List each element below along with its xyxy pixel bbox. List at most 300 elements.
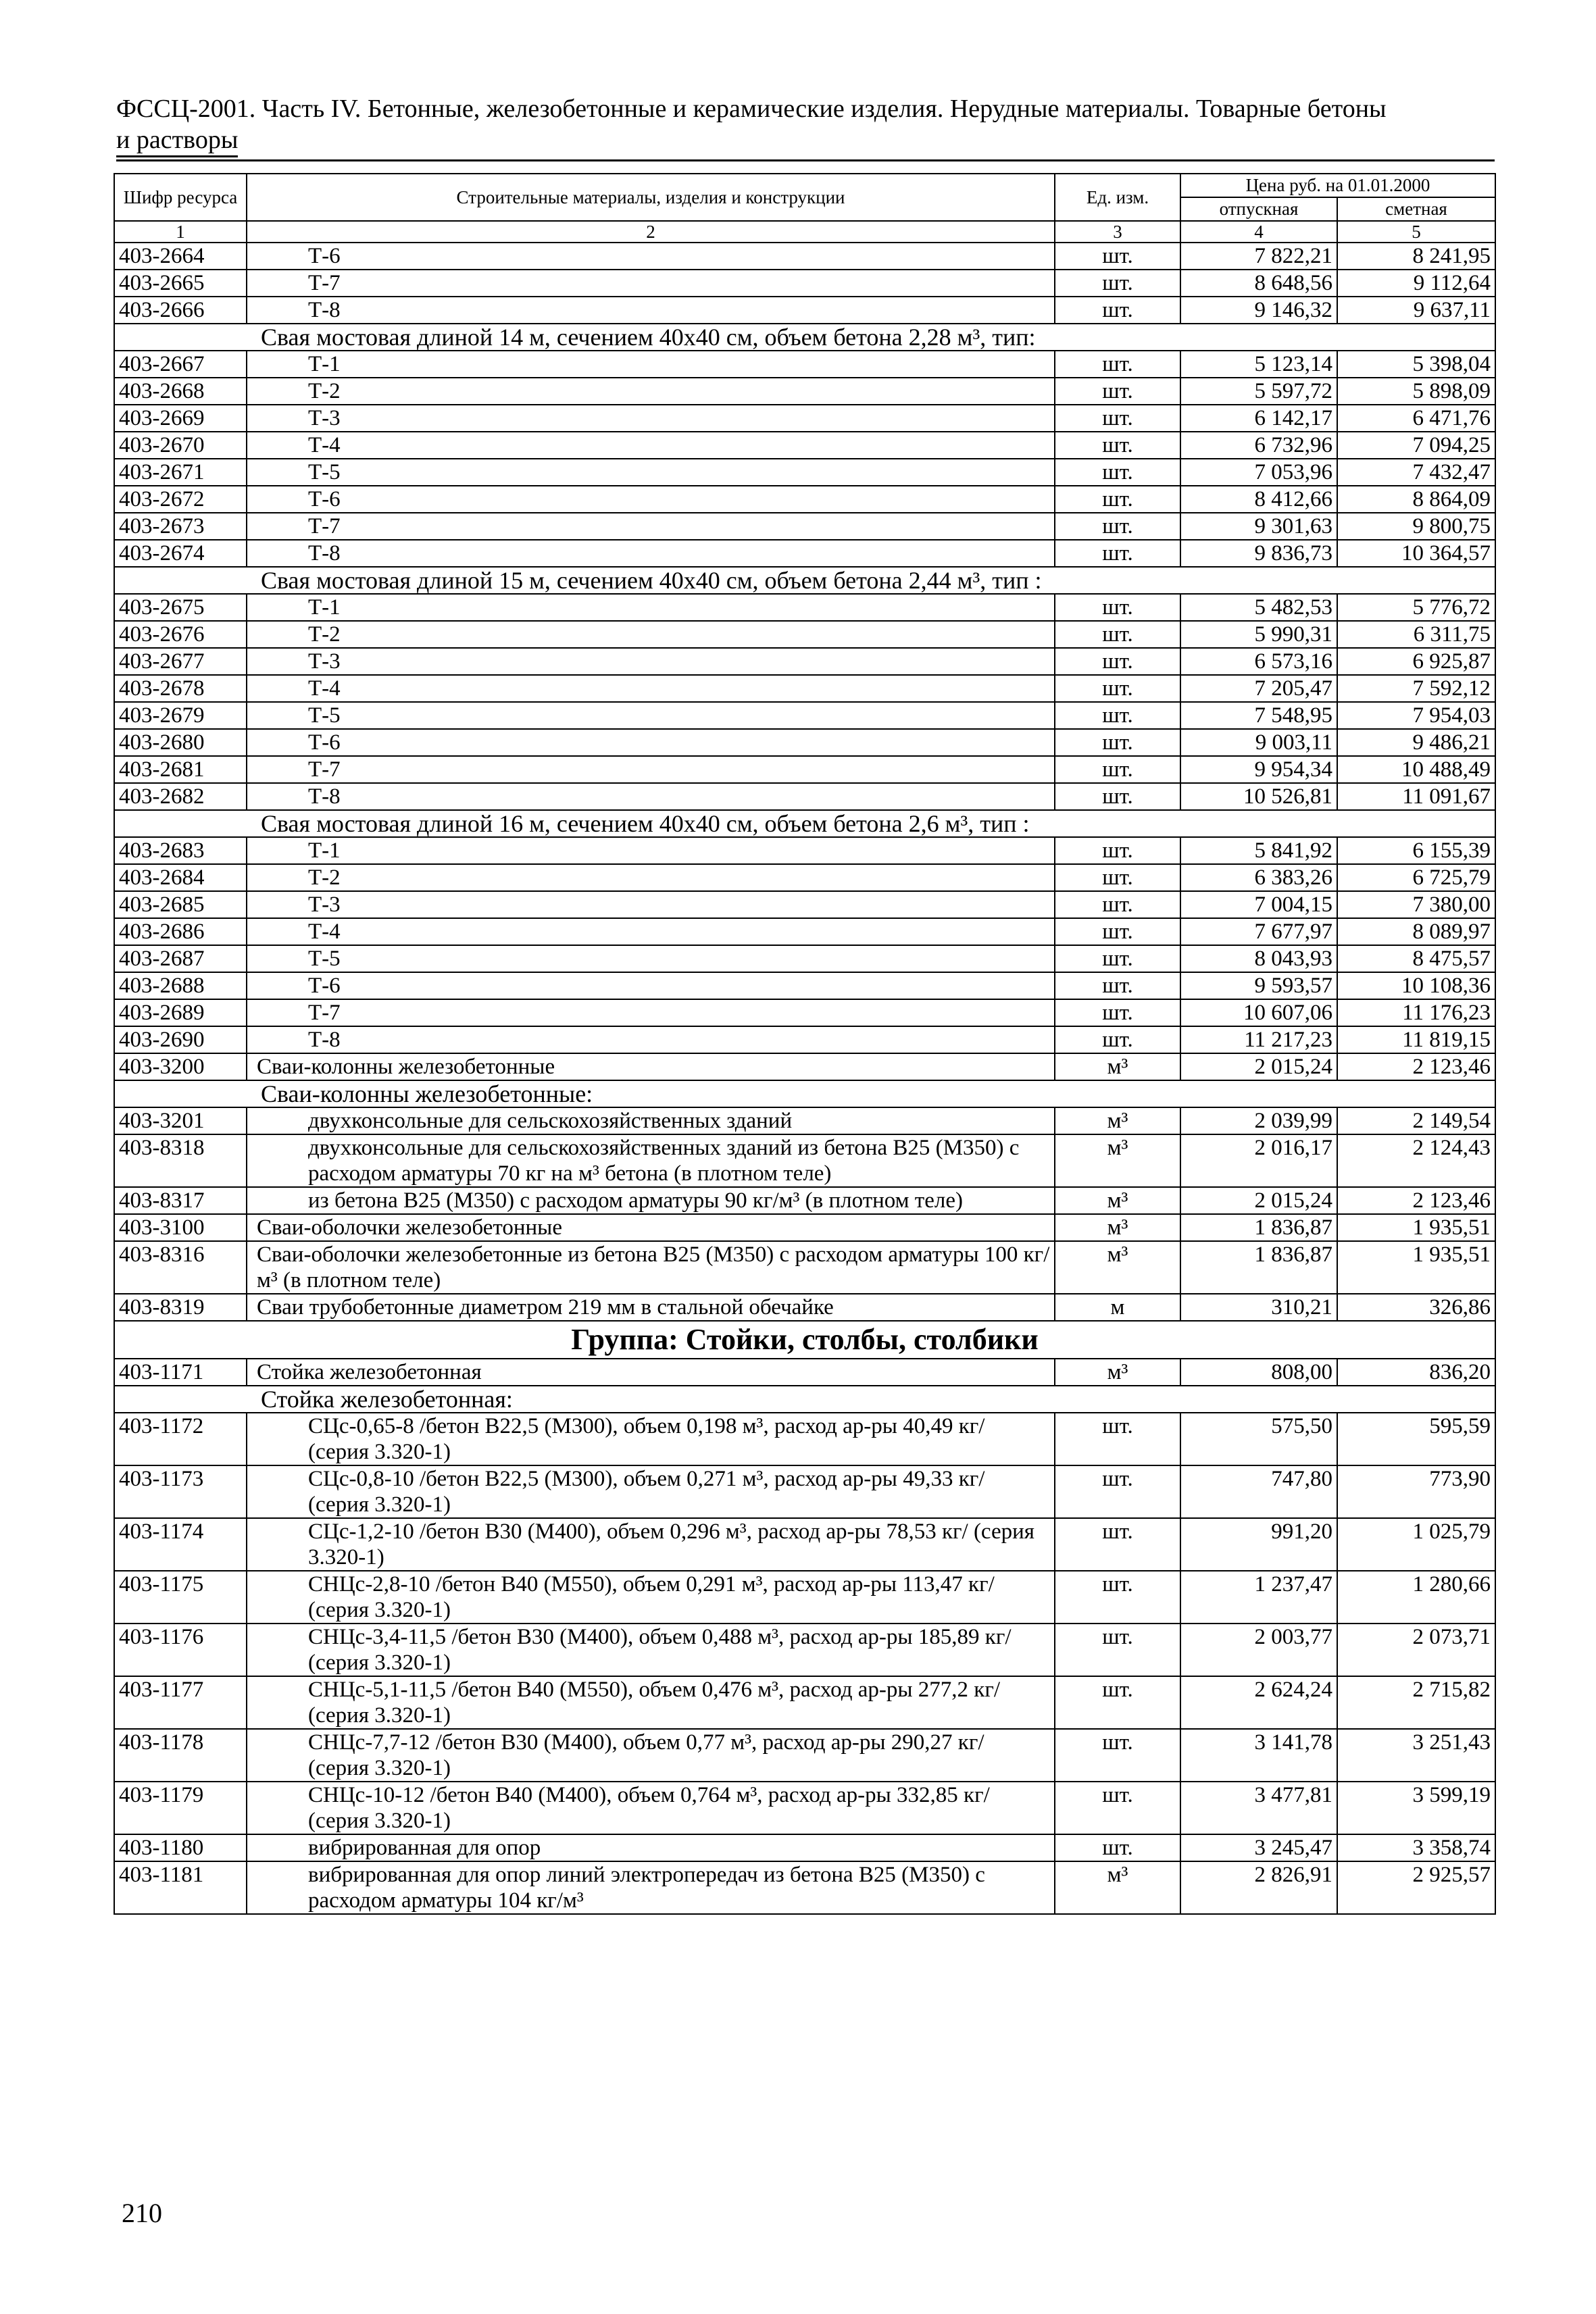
table-row (114, 1518, 1495, 1571)
release-price: 5 482,53 (1180, 594, 1337, 621)
table-row (114, 891, 1495, 918)
estimate-price: 2 124,43 (1337, 1134, 1495, 1187)
unit-cell: шт. (1055, 486, 1180, 513)
release-price: 6 573,16 (1180, 648, 1337, 675)
estimate-price: 8 475,57 (1337, 945, 1495, 972)
release-price: 1 836,87 (1180, 1241, 1337, 1294)
item-name: из бетона В25 (М350) с расходом арматуры 90 кг/м³ (в плотном теле) (247, 1187, 1055, 1214)
table-row (114, 594, 1495, 621)
estimate-price: 326,86 (1337, 1294, 1495, 1321)
estimate-price: 10 488,49 (1337, 756, 1495, 783)
estimate-price: 11 176,23 (1337, 999, 1495, 1026)
resource-code: 403-3100 (114, 1214, 247, 1241)
resource-code: 403-2676 (114, 621, 247, 648)
section-heading-row (114, 1386, 1495, 1413)
release-price: 9 146,32 (1180, 297, 1337, 324)
item-name: Т-2 (247, 621, 1055, 648)
section-heading-row (114, 567, 1495, 594)
estimate-price: 7 432,47 (1337, 459, 1495, 486)
table-row (114, 999, 1495, 1026)
table-row (114, 1359, 1495, 1386)
item-name: Т-7 (247, 756, 1055, 783)
header-line-2: и растворы (116, 124, 238, 157)
unit-cell: шт. (1055, 1026, 1180, 1053)
release-price: 5 990,31 (1180, 621, 1337, 648)
estimate-price: 10 364,57 (1337, 540, 1495, 567)
release-price: 7 004,15 (1180, 891, 1337, 918)
table-row (114, 351, 1495, 378)
release-price: 7 677,97 (1180, 918, 1337, 945)
resource-code: 403-2675 (114, 594, 247, 621)
release-price: 2 016,17 (1180, 1134, 1337, 1187)
estimate-price: 6 925,87 (1337, 648, 1495, 675)
release-price: 7 548,95 (1180, 702, 1337, 729)
section-heading-row (114, 1080, 1495, 1107)
table-row (114, 1861, 1495, 1914)
unit-cell: шт. (1055, 945, 1180, 972)
resource-code: 403-2686 (114, 918, 247, 945)
release-price: 6 732,96 (1180, 432, 1337, 459)
unit-cell: м (1055, 1294, 1180, 1321)
table-row (114, 702, 1495, 729)
estimate-price: 595,59 (1337, 1413, 1495, 1465)
estimate-price: 6 471,76 (1337, 405, 1495, 432)
table-row (114, 729, 1495, 756)
table-row (114, 864, 1495, 891)
col-number: 2 (247, 221, 1055, 243)
table-row (114, 432, 1495, 459)
resource-code: 403-1175 (114, 1571, 247, 1624)
unit-cell: шт. (1055, 756, 1180, 783)
table-row (114, 1134, 1495, 1187)
release-price: 3 141,78 (1180, 1729, 1337, 1782)
resource-code: 403-8318 (114, 1134, 247, 1187)
unit-cell: шт. (1055, 432, 1180, 459)
resource-code: 403-2669 (114, 405, 247, 432)
item-name: СЦс-1,2-10 /бетон В30 (М400), объем 0,296 м³, расход ар-ры 78,53 кг/ (серия 3.320-1) (247, 1518, 1055, 1571)
estimate-price: 2 123,46 (1337, 1187, 1495, 1214)
estimate-price: 7 094,25 (1337, 432, 1495, 459)
table-row (114, 1834, 1495, 1861)
table-body (114, 243, 1495, 1914)
group-heading-row (114, 1321, 1495, 1359)
table-row (114, 513, 1495, 540)
col-number: 4 (1180, 221, 1337, 243)
item-name: Т-6 (247, 243, 1055, 270)
item-name: двухконсольные для сельскохозяйственных зданий (247, 1107, 1055, 1134)
section-heading: Свая мостовая длиной 16 м, сечением 40х40 см, объем бетона 2,6 м³, тип : (114, 810, 1495, 837)
resource-code: 403-8319 (114, 1294, 247, 1321)
section-heading: Свая мостовая длиной 15 м, сечением 40х40 см, объем бетона 2,44 м³, тип : (114, 567, 1495, 594)
release-price: 6 142,17 (1180, 405, 1337, 432)
unit-cell: шт. (1055, 459, 1180, 486)
resource-code: 403-2681 (114, 756, 247, 783)
table-row (114, 756, 1495, 783)
resource-code: 403-1174 (114, 1518, 247, 1571)
release-price: 747,80 (1180, 1465, 1337, 1518)
item-name: Т-6 (247, 729, 1055, 756)
column-number-row (114, 221, 1495, 243)
table-row (114, 1782, 1495, 1834)
estimate-price: 6 311,75 (1337, 621, 1495, 648)
release-price: 2 003,77 (1180, 1624, 1337, 1676)
unit-cell: шт. (1055, 837, 1180, 864)
unit-cell: м³ (1055, 1134, 1180, 1187)
estimate-price: 10 108,36 (1337, 972, 1495, 999)
item-name: СЦс-0,8-10 /бетон В22,5 (М300), объем 0,271 м³, расход ар-ры 49,33 кг/ (серия 3.320-1) (247, 1465, 1055, 1518)
resource-code: 403-2677 (114, 648, 247, 675)
item-name: СНЦс-7,7-12 /бетон В30 (М400), объем 0,77 м³, расход ар-ры 290,27 кг/ (серия 3.320-1) (247, 1729, 1055, 1782)
estimate-price: 5 398,04 (1337, 351, 1495, 378)
release-price: 808,00 (1180, 1359, 1337, 1386)
estimate-price: 7 592,12 (1337, 675, 1495, 702)
item-name: СНЦс-10-12 /бетон В40 (М400), объем 0,764 м³, расход ар-ры 332,85 кг/ (серия 3.320-1) (247, 1782, 1055, 1834)
unit-cell: шт. (1055, 999, 1180, 1026)
estimate-price: 6 725,79 (1337, 864, 1495, 891)
table-row (114, 1413, 1495, 1465)
table-row (114, 783, 1495, 810)
table-header-row (114, 174, 1495, 197)
table-row (114, 486, 1495, 513)
release-price: 9 593,57 (1180, 972, 1337, 999)
estimate-price: 9 112,64 (1337, 270, 1495, 297)
release-price: 9 954,34 (1180, 756, 1337, 783)
item-name: СЦс-0,65-8 /бетон В22,5 (М300), объем 0,198 м³, расход ар-ры 40,49 кг/ (серия 3.320-1) (247, 1413, 1055, 1465)
resource-code: 403-1178 (114, 1729, 247, 1782)
item-name: СНЦс-5,1-11,5 /бетон В40 (М550), объем 0,476 м³, расход ар-ры 277,2 кг/ (серия 3.320-1) (247, 1676, 1055, 1729)
estimate-price: 8 864,09 (1337, 486, 1495, 513)
item-name: Т-8 (247, 297, 1055, 324)
resource-code: 403-8316 (114, 1241, 247, 1294)
group-heading: Группа: Стойки, столбы, столбики (114, 1321, 1495, 1359)
price-table (114, 173, 1496, 1915)
release-price: 3 477,81 (1180, 1782, 1337, 1834)
resource-code: 403-2684 (114, 864, 247, 891)
resource-code: 403-1177 (114, 1676, 247, 1729)
release-price: 2 015,24 (1180, 1053, 1337, 1080)
release-price: 575,50 (1180, 1413, 1337, 1465)
estimate-price: 5 898,09 (1337, 378, 1495, 405)
release-price: 10 607,06 (1180, 999, 1337, 1026)
resource-code: 403-2680 (114, 729, 247, 756)
unit-cell: шт. (1055, 1465, 1180, 1518)
release-price: 310,21 (1180, 1294, 1337, 1321)
release-price: 2 015,24 (1180, 1187, 1337, 1214)
table-row (114, 297, 1495, 324)
estimate-price: 2 715,82 (1337, 1676, 1495, 1729)
section-heading: Свая мостовая длиной 14 м, сечением 40х40 см, объем бетона 2,28 м³, тип: (114, 324, 1495, 351)
release-price: 7 205,47 (1180, 675, 1337, 702)
item-name: Т-4 (247, 432, 1055, 459)
table-row (114, 945, 1495, 972)
estimate-price: 3 599,19 (1337, 1782, 1495, 1834)
col-number: 5 (1337, 221, 1495, 243)
unit-cell: шт. (1055, 297, 1180, 324)
table-row (114, 1214, 1495, 1241)
table-row (114, 540, 1495, 567)
release-price: 5 123,14 (1180, 351, 1337, 378)
release-price: 7 053,96 (1180, 459, 1337, 486)
unit-cell: шт. (1055, 783, 1180, 810)
item-name: Т-6 (247, 486, 1055, 513)
unit-cell: шт. (1055, 270, 1180, 297)
estimate-price: 1 935,51 (1337, 1214, 1495, 1241)
unit-cell: шт. (1055, 1518, 1180, 1571)
estimate-price: 9 800,75 (1337, 513, 1495, 540)
unit-cell: шт. (1055, 1782, 1180, 1834)
unit-cell: м³ (1055, 1214, 1180, 1241)
item-name: Т-8 (247, 1026, 1055, 1053)
col-header-code: Шифр ресурса (114, 174, 247, 221)
unit-cell: шт. (1055, 1624, 1180, 1676)
col-header-unit: Ед. изм. (1055, 174, 1180, 221)
table-row (114, 837, 1495, 864)
table-row (114, 405, 1495, 432)
resource-code: 403-2672 (114, 486, 247, 513)
release-price: 11 217,23 (1180, 1026, 1337, 1053)
unit-cell: м³ (1055, 1053, 1180, 1080)
col-header-estimate: сметная (1337, 197, 1495, 221)
resource-code: 403-2673 (114, 513, 247, 540)
estimate-price: 3 251,43 (1337, 1729, 1495, 1782)
item-name: Т-1 (247, 594, 1055, 621)
item-name: вибрированная для опор (247, 1834, 1055, 1861)
release-price: 9 301,63 (1180, 513, 1337, 540)
page-number: 210 (122, 2198, 162, 2228)
resource-code: 403-2666 (114, 297, 247, 324)
item-name: Т-6 (247, 972, 1055, 999)
release-price: 2 826,91 (1180, 1861, 1337, 1914)
item-name: Т-2 (247, 378, 1055, 405)
resource-code: 403-8317 (114, 1187, 247, 1214)
resource-code: 403-2682 (114, 783, 247, 810)
page-header (116, 93, 1495, 157)
estimate-price: 2 149,54 (1337, 1107, 1495, 1134)
unit-cell: шт. (1055, 864, 1180, 891)
resource-code: 403-2674 (114, 540, 247, 567)
resource-code: 403-3200 (114, 1053, 247, 1080)
section-heading-row (114, 810, 1495, 837)
header-rule (116, 159, 1495, 161)
estimate-price: 1 935,51 (1337, 1241, 1495, 1294)
col-header-name: Строительные материалы, изделия и конструкции (247, 174, 1055, 221)
unit-cell: шт. (1055, 648, 1180, 675)
resource-code: 403-2685 (114, 891, 247, 918)
col-header-price: Цена руб. на 01.01.2000 (1180, 174, 1495, 197)
table-row (114, 621, 1495, 648)
release-price: 6 383,26 (1180, 864, 1337, 891)
item-name: СНЦс-3,4-11,5 /бетон В30 (М400), объем 0,488 м³, расход ар-ры 185,89 кг/ (серия 3.320-1) (247, 1624, 1055, 1676)
resource-code: 403-2667 (114, 351, 247, 378)
table-row (114, 1624, 1495, 1676)
table-row (114, 1294, 1495, 1321)
estimate-price: 1 025,79 (1337, 1518, 1495, 1571)
release-price: 8 648,56 (1180, 270, 1337, 297)
unit-cell: шт. (1055, 918, 1180, 945)
item-name: Сваи-оболочки железобетонные из бетона В25 (М350) с расходом арматуры 100 кг/м³ (в плотном теле) (247, 1241, 1055, 1294)
unit-cell: шт. (1055, 1676, 1180, 1729)
table-row (114, 918, 1495, 945)
unit-cell: шт. (1055, 594, 1180, 621)
release-price: 2 039,99 (1180, 1107, 1337, 1134)
unit-cell: шт. (1055, 540, 1180, 567)
item-name: Т-3 (247, 405, 1055, 432)
table-row (114, 1241, 1495, 1294)
item-name: Т-3 (247, 648, 1055, 675)
release-price: 1 237,47 (1180, 1571, 1337, 1624)
estimate-price: 773,90 (1337, 1465, 1495, 1518)
release-price: 8 412,66 (1180, 486, 1337, 513)
unit-cell: шт. (1055, 243, 1180, 270)
resource-code: 403-2689 (114, 999, 247, 1026)
section-heading-row (114, 324, 1495, 351)
resource-code: 403-3201 (114, 1107, 247, 1134)
unit-cell: шт. (1055, 1413, 1180, 1465)
item-name: Т-7 (247, 999, 1055, 1026)
header-line-1: ФССЦ-2001. Часть IV. Бетонные, железобетонные и керамические изделия. Нерудные материалы. Товарные бетоны (116, 95, 1387, 123)
resource-code: 403-1180 (114, 1834, 247, 1861)
item-name: Т-4 (247, 675, 1055, 702)
release-price: 1 836,87 (1180, 1214, 1337, 1241)
release-price: 9 836,73 (1180, 540, 1337, 567)
item-name: Сваи трубобетонные диаметром 219 мм в стальной обечайке (247, 1294, 1055, 1321)
table-row (114, 1571, 1495, 1624)
unit-cell: м³ (1055, 1241, 1180, 1294)
resource-code: 403-2683 (114, 837, 247, 864)
unit-cell: м³ (1055, 1107, 1180, 1134)
unit-cell: шт. (1055, 1729, 1180, 1782)
item-name: Т-8 (247, 540, 1055, 567)
item-name: Сваи-оболочки железобетонные (247, 1214, 1055, 1241)
resource-code: 403-2690 (114, 1026, 247, 1053)
estimate-price: 2 925,57 (1337, 1861, 1495, 1914)
unit-cell: шт. (1055, 351, 1180, 378)
release-price: 10 526,81 (1180, 783, 1337, 810)
release-price: 2 624,24 (1180, 1676, 1337, 1729)
item-name: Т-1 (247, 837, 1055, 864)
item-name: Т-1 (247, 351, 1055, 378)
item-name: Сваи-колонны железобетонные (247, 1053, 1055, 1080)
estimate-price: 9 637,11 (1337, 297, 1495, 324)
item-name: Т-3 (247, 891, 1055, 918)
estimate-price: 11 091,67 (1337, 783, 1495, 810)
unit-cell: шт. (1055, 378, 1180, 405)
resource-code: 403-1171 (114, 1359, 247, 1386)
release-price: 7 822,21 (1180, 243, 1337, 270)
resource-code: 403-1176 (114, 1624, 247, 1676)
release-price: 991,20 (1180, 1518, 1337, 1571)
release-price: 8 043,93 (1180, 945, 1337, 972)
resource-code: 403-2679 (114, 702, 247, 729)
item-name: Т-5 (247, 945, 1055, 972)
item-name: СНЦс-2,8-10 /бетон В40 (М550), объем 0,291 м³, расход ар-ры 113,47 кг/ (серия 3.320-1) (247, 1571, 1055, 1624)
release-price: 5 841,92 (1180, 837, 1337, 864)
estimate-price: 7 954,03 (1337, 702, 1495, 729)
col-number: 1 (114, 221, 247, 243)
table-row (114, 1729, 1495, 1782)
unit-cell: шт. (1055, 513, 1180, 540)
release-price: 3 245,47 (1180, 1834, 1337, 1861)
resource-code: 403-2687 (114, 945, 247, 972)
col-number: 3 (1055, 221, 1180, 243)
estimate-price: 7 380,00 (1337, 891, 1495, 918)
estimate-price: 9 486,21 (1337, 729, 1495, 756)
table-row (114, 378, 1495, 405)
unit-cell: м³ (1055, 1359, 1180, 1386)
unit-cell: шт. (1055, 972, 1180, 999)
estimate-price: 836,20 (1337, 1359, 1495, 1386)
unit-cell: шт. (1055, 891, 1180, 918)
table-row (114, 270, 1495, 297)
unit-cell: м³ (1055, 1187, 1180, 1214)
unit-cell: шт. (1055, 1571, 1180, 1624)
table-row (114, 1676, 1495, 1729)
item-name: Стойка железобетонная (247, 1359, 1055, 1386)
item-name: вибрированная для опор линий электропередач из бетона В25 (М350) с расходом арматуры 104 кг/м³ (247, 1861, 1055, 1914)
section-heading: Сваи-колонны железобетонные: (114, 1080, 1495, 1107)
resource-code: 403-1181 (114, 1861, 247, 1914)
estimate-price: 11 819,15 (1337, 1026, 1495, 1053)
table-row (114, 1026, 1495, 1053)
resource-code: 403-2688 (114, 972, 247, 999)
table-row (114, 459, 1495, 486)
estimate-price: 3 358,74 (1337, 1834, 1495, 1861)
estimate-price: 2 123,46 (1337, 1053, 1495, 1080)
item-name: Т-7 (247, 513, 1055, 540)
unit-cell: шт. (1055, 675, 1180, 702)
resource-code: 403-1173 (114, 1465, 247, 1518)
resource-code: 403-1172 (114, 1413, 247, 1465)
release-price: 5 597,72 (1180, 378, 1337, 405)
table-row (114, 1187, 1495, 1214)
estimate-price: 6 155,39 (1337, 837, 1495, 864)
unit-cell: шт. (1055, 405, 1180, 432)
item-name: Т-8 (247, 783, 1055, 810)
unit-cell: м³ (1055, 1861, 1180, 1914)
resource-code: 403-2665 (114, 270, 247, 297)
estimate-price: 8 089,97 (1337, 918, 1495, 945)
item-name: двухконсольные для сельскохозяйственных зданий из бетона В25 (М350) с расходом арматуры 70 кг на м³ бетона (в плотном теле) (247, 1134, 1055, 1187)
item-name: Т-4 (247, 918, 1055, 945)
resource-code: 403-2668 (114, 378, 247, 405)
unit-cell: шт. (1055, 621, 1180, 648)
table-row (114, 1465, 1495, 1518)
resource-code: 403-2664 (114, 243, 247, 270)
item-name: Т-2 (247, 864, 1055, 891)
estimate-price: 2 073,71 (1337, 1624, 1495, 1676)
item-name: Т-7 (247, 270, 1055, 297)
table-row (114, 675, 1495, 702)
section-heading: Стойка железобетонная: (114, 1386, 1495, 1413)
item-name: Т-5 (247, 459, 1055, 486)
item-name: Т-5 (247, 702, 1055, 729)
release-price: 9 003,11 (1180, 729, 1337, 756)
table-row (114, 1053, 1495, 1080)
table-row (114, 243, 1495, 270)
resource-code: 403-2670 (114, 432, 247, 459)
table-row (114, 648, 1495, 675)
estimate-price: 8 241,95 (1337, 243, 1495, 270)
col-header-release: отпускная (1180, 197, 1337, 221)
unit-cell: шт. (1055, 729, 1180, 756)
unit-cell: шт. (1055, 1834, 1180, 1861)
resource-code: 403-2671 (114, 459, 247, 486)
resource-code: 403-1179 (114, 1782, 247, 1834)
unit-cell: шт. (1055, 702, 1180, 729)
table-row (114, 1107, 1495, 1134)
estimate-price: 5 776,72 (1337, 594, 1495, 621)
table-row (114, 972, 1495, 999)
